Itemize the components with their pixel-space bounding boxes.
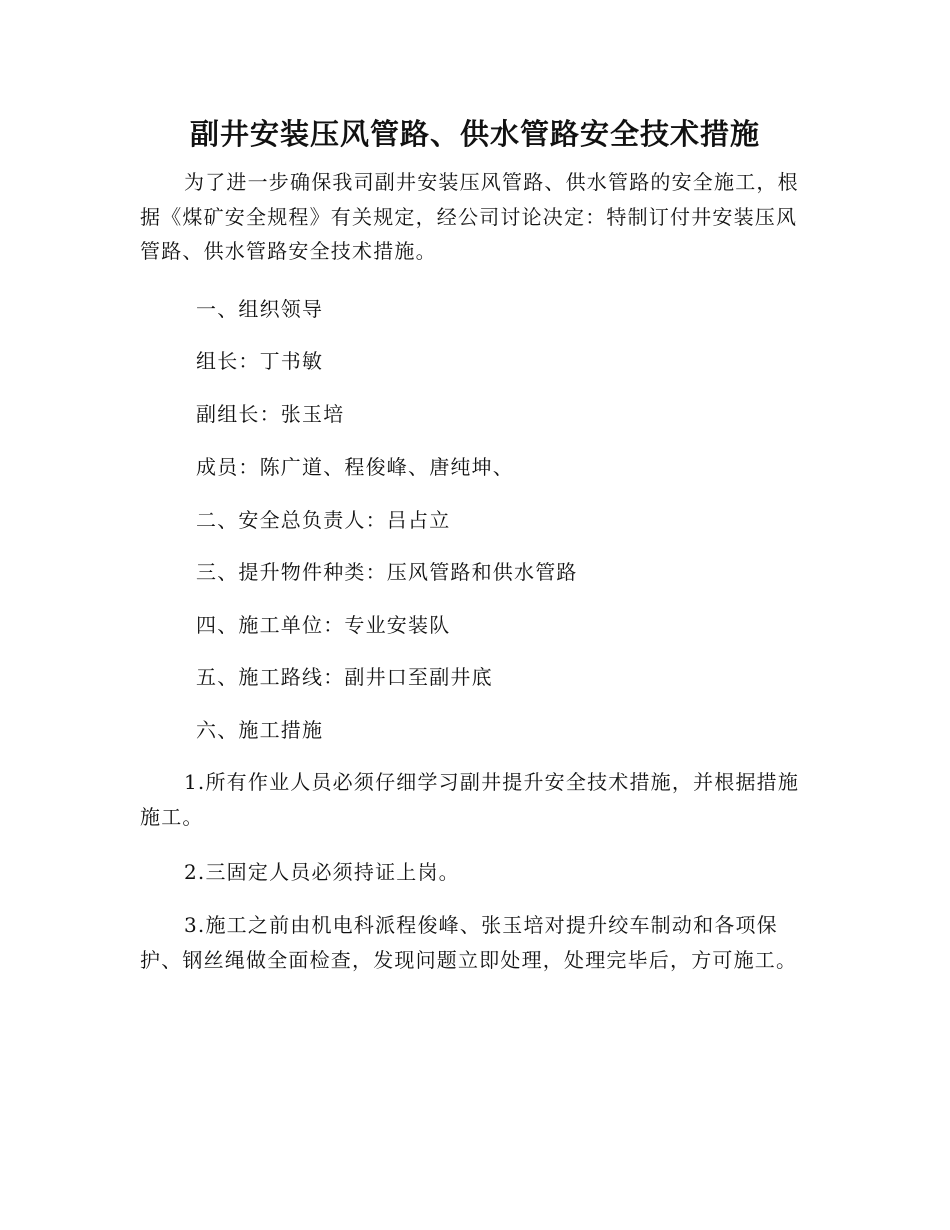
measure-item-1: 1.所有作业人员必须仔细学习副井提升安全技术措施，并根据措施施工。 — [140, 770, 800, 829]
document-title: 副井安装压风管路、供水管路安全技术措施 — [189, 117, 760, 151]
section-org-leadership: 一、组织领导 — [196, 297, 324, 321]
section-construction-measures: 六、施工措施 — [196, 718, 324, 742]
section-construction-unit: 四、施工单位：专业安装队 — [196, 613, 451, 637]
measure-item-3: 3.施工之前由机电科派程俊峰、张玉培对提升绞车制动和各项保护、钢丝绳做全面检查，发现问题立即处理，处理完毕后，方可施工。 — [140, 913, 798, 972]
section-construction-route: 五、施工路线：副井口至副井底 — [196, 665, 493, 689]
section-lift-items: 三、提升物件种类：压风管路和供水管路 — [196, 560, 578, 584]
intro-paragraph: 为了进一步确保我司副井安装压风管路、供水管路的安全施工，根据《煤矿安全规程》有关规定，经公司讨论决定：特制订付井安装压风管路、供水管路安全技术措施。 — [140, 170, 799, 263]
section-safety-chief: 二、安全总负责人：吕占立 — [196, 508, 451, 532]
team-members: 成员：陈广道、程俊峰、唐纯坤、 — [196, 455, 514, 479]
measure-item-2: 2.三固定人员必须持证上岗。 — [184, 860, 460, 884]
team-leader: 组长：丁书敏 — [196, 349, 324, 373]
deputy-leader: 副组长：张玉培 — [196, 402, 345, 426]
